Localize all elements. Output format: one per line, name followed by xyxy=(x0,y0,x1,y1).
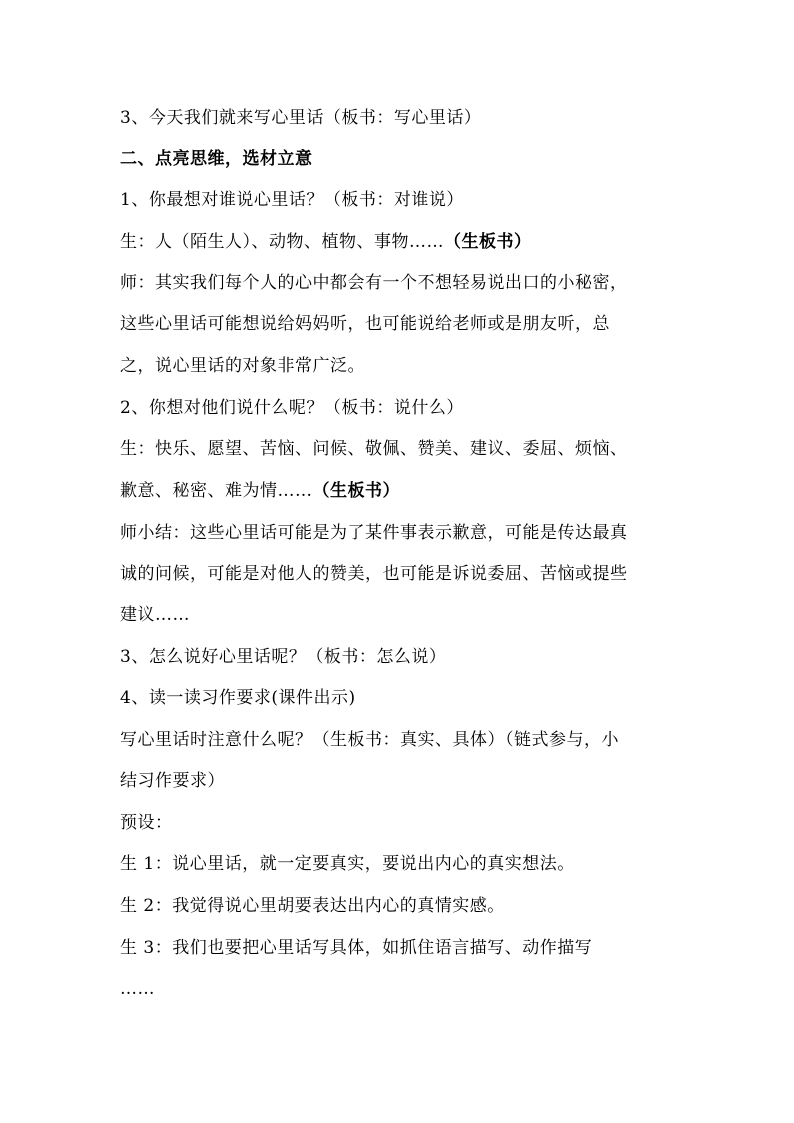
line-text: 这些心里话可能想说给妈妈听，也可能说给老师或是朋友听，总 xyxy=(120,314,610,334)
paragraph-line-19 xyxy=(120,852,680,876)
line-text: 师小结：这些心里话可能是为了某件事表示歉意，可能是传达最真 xyxy=(120,523,628,543)
paragraph-line-6 xyxy=(120,312,680,336)
line-text: …… xyxy=(120,979,155,999)
paragraph-line-4 xyxy=(120,230,680,254)
paragraph-line-1 xyxy=(120,106,680,130)
line-text: 4、读一读习作要求(课件出示) xyxy=(120,688,356,708)
line-text: 生：快乐、愿望、苦恼、问候、敬佩、赞美、建议、委屈、烦恼、 xyxy=(120,439,628,459)
line-text: 歉意、秘密、难为情…… xyxy=(120,481,313,501)
paragraph-line-7 xyxy=(120,354,680,378)
paragraph-line-15 xyxy=(120,686,680,710)
line-text: 生：人（陌生人）、动物、植物、事物…… xyxy=(120,232,444,252)
line-text: 生 3：我们也要把心里话写具体，如抓住语言描写、动作描写 xyxy=(120,938,593,958)
line-text: 诚的问候，可能是对他人的赞美，也可能是诉说委屈、苦恼或提些 xyxy=(120,564,628,584)
paragraph-line-5 xyxy=(120,271,680,295)
line-text: 预设： xyxy=(120,813,173,833)
line-text: 1、你最想对谁说心里话？（板书：对谁说） xyxy=(120,190,464,210)
paragraph-line-12 xyxy=(120,562,680,586)
line-text: 生 1：说心里话，就一定要真实，要说出内心的真实想法。 xyxy=(120,854,575,874)
line-text: 2、你想对他们说什么呢？（板书：说什么） xyxy=(120,398,464,418)
paragraph-line-10 xyxy=(120,479,680,503)
section-heading xyxy=(120,147,680,171)
paragraph-line-17 xyxy=(120,769,680,793)
paragraph-line-11 xyxy=(120,521,680,545)
line-text: 生 2：我觉得说心里胡要表达出内心的真情实感。 xyxy=(120,896,505,916)
line-text: 写心里话时注意什么呢？（生板书：真实、具体）（链式参与，小 xyxy=(120,730,619,750)
heading-text: 二、点亮思维，选材立意 xyxy=(120,149,313,169)
paragraph-line-9 xyxy=(120,437,680,461)
paragraph-line-3 xyxy=(120,188,680,212)
bold-note: （生板书） xyxy=(444,232,532,252)
paragraph-line-22 xyxy=(120,977,680,1001)
paragraph-line-14 xyxy=(120,645,680,669)
paragraph-line-13 xyxy=(120,603,680,627)
paragraph-line-18 xyxy=(120,811,680,835)
line-text: 建议…… xyxy=(120,605,190,625)
paragraph-line-21 xyxy=(120,936,680,960)
paragraph-line-16 xyxy=(120,728,680,752)
line-text: 之，说心里话的对象非常广泛。 xyxy=(120,356,365,376)
paragraph-line-8 xyxy=(120,396,680,420)
line-text: 结习作要求） xyxy=(120,771,225,791)
line-text: 3、今天我们就来写心里话（板书：写心里话） xyxy=(120,108,482,128)
line-text: 师：其实我们每个人的心中都会有一个不想轻易说出口的小秘密， xyxy=(120,273,628,293)
line-text: 3、怎么说好心里话呢？（板书：怎么说） xyxy=(120,647,447,667)
paragraph-line-20 xyxy=(120,894,680,918)
bold-note: （生板书） xyxy=(312,481,400,501)
